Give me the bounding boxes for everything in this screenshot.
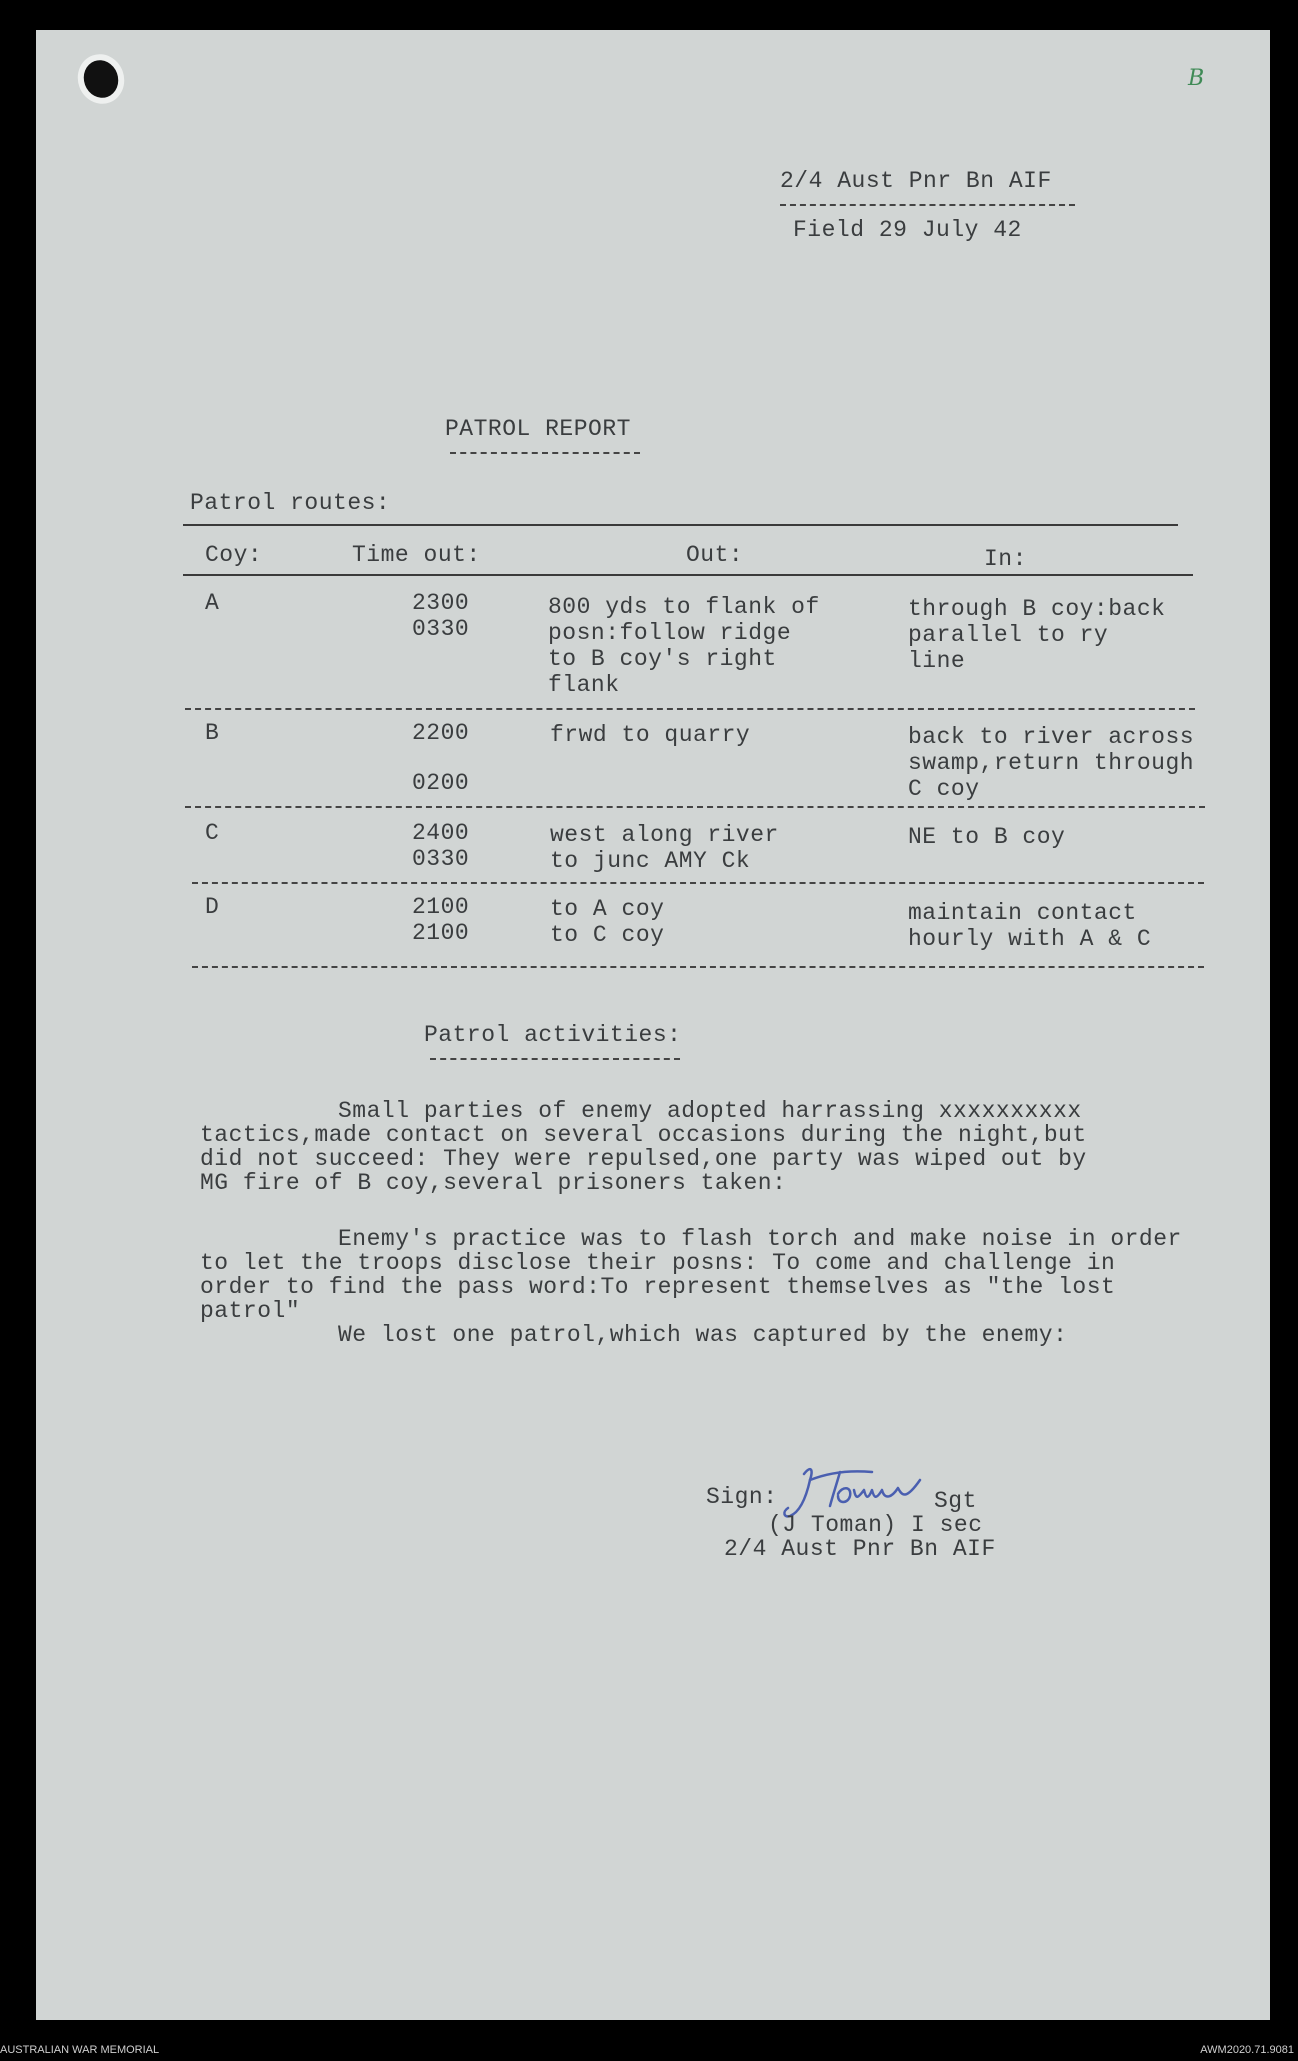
row-out-line: 800 yds to flank of bbox=[548, 594, 820, 620]
paragraph-line: We lost one patrol,which was captured by the enemy: bbox=[338, 1322, 1068, 1348]
row-out-line: to A coy bbox=[550, 896, 665, 922]
activities-heading: Patrol activities: bbox=[424, 1022, 682, 1048]
table-top-rule bbox=[183, 524, 1178, 526]
footer-right: AWM2020.71.9081 bbox=[1200, 2044, 1294, 2056]
paragraph-line: order to find the pass word:To represent themselves as "the lost bbox=[200, 1274, 1116, 1300]
row-out-line: frwd to quarry bbox=[550, 722, 751, 748]
row-time: 0330 bbox=[412, 846, 470, 872]
row-divider bbox=[185, 806, 1205, 808]
signature-label: Sign: bbox=[706, 1484, 778, 1510]
col-header-in: In: bbox=[984, 546, 1027, 572]
header-divider bbox=[780, 204, 1075, 206]
signature-name: (J Toman) I sec bbox=[768, 1512, 983, 1538]
row-divider bbox=[192, 882, 1204, 884]
row-time: 0200 bbox=[412, 770, 470, 796]
signature-rank: Sgt bbox=[934, 1488, 977, 1514]
routes-heading: Patrol routes: bbox=[190, 490, 391, 516]
col-header-out: Out: bbox=[686, 542, 744, 568]
table-bottom-rule bbox=[192, 966, 1204, 968]
paragraph-line: to let the troops disclose their posns: To come and challenge in bbox=[200, 1250, 1116, 1276]
row-time: 2200 bbox=[412, 720, 470, 746]
row-out-line: to B coy's right bbox=[548, 646, 777, 672]
row-in-line: NE to B coy bbox=[908, 824, 1066, 850]
row-out-line: west along river bbox=[550, 822, 779, 848]
paragraph-line: patrol" bbox=[200, 1298, 301, 1324]
paragraph-line: tactics,made contact on several occasions during the night,but bbox=[200, 1122, 1087, 1148]
paragraph-line: Enemy's practice was to flash torch and make noise in order bbox=[338, 1226, 1182, 1252]
row-in-line: parallel to ry bbox=[908, 622, 1109, 648]
row-time: 2400 bbox=[412, 820, 470, 846]
row-out-line: to junc AMY Ck bbox=[550, 848, 751, 874]
header-date: Field 29 July 42 bbox=[793, 217, 1022, 243]
title-underline bbox=[450, 452, 640, 454]
row-out-line: flank bbox=[548, 672, 620, 698]
row-time: 2100 bbox=[412, 920, 470, 946]
row-time: 2100 bbox=[412, 894, 470, 920]
row-time: 0330 bbox=[412, 616, 470, 642]
row-in-line: line bbox=[908, 648, 966, 674]
row-in-line: through B coy:back bbox=[908, 596, 1166, 622]
row-coy: C bbox=[205, 820, 220, 846]
corner-mark: B bbox=[1188, 66, 1205, 91]
row-out-line: to C coy bbox=[550, 922, 665, 948]
row-coy: D bbox=[205, 894, 220, 920]
row-in-line: hourly with A & C bbox=[908, 926, 1152, 952]
paragraph-line: did not succeed: They were repulsed,one party was wiped out by bbox=[200, 1146, 1087, 1172]
row-in-line: back to river across bbox=[908, 724, 1195, 750]
paragraph-line: Small parties of enemy adopted harrassing xxxxxxxxxx bbox=[338, 1098, 1082, 1124]
row-divider bbox=[185, 708, 1195, 710]
row-coy: B bbox=[205, 720, 220, 746]
row-coy: A bbox=[205, 590, 220, 616]
activities-underline bbox=[430, 1058, 680, 1060]
footer-left: AUSTRALIAN WAR MEMORIAL bbox=[0, 2044, 160, 2056]
row-in-line: maintain contact bbox=[908, 900, 1137, 926]
col-header-coy: Coy: bbox=[205, 542, 263, 568]
table-header-rule bbox=[183, 574, 1193, 576]
row-time: 2300 bbox=[412, 590, 470, 616]
paragraph-line: MG fire of B coy,several prisoners taken: bbox=[200, 1170, 787, 1196]
header-unit: 2/4 Aust Pnr Bn AIF bbox=[780, 168, 1052, 194]
row-in-line: C coy bbox=[908, 776, 980, 802]
col-header-time-out: Time out: bbox=[352, 542, 481, 568]
report-title: PATROL REPORT bbox=[445, 416, 631, 442]
row-in-line: swamp,return through bbox=[908, 750, 1195, 776]
signature-unit: 2/4 Aust Pnr Bn AIF bbox=[724, 1536, 996, 1562]
row-out-line: posn:follow ridge bbox=[548, 620, 792, 646]
